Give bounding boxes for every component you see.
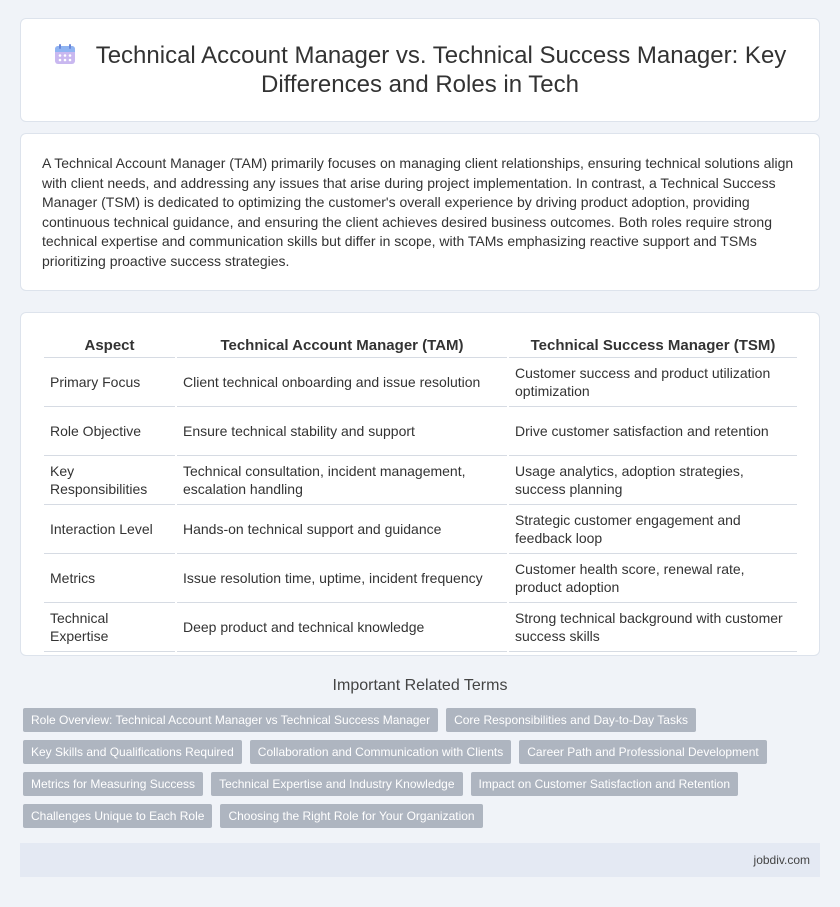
cell-tsm: Customer health score, renewal rate, product adoption <box>509 554 797 603</box>
footer-bar <box>20 843 820 877</box>
table-row <box>44 603 797 652</box>
header-aspect: Aspect <box>44 331 175 358</box>
page-title <box>51 41 789 99</box>
table-header-row <box>44 331 797 358</box>
table-row <box>44 407 797 456</box>
related-tag[interactable]: Career Path and Professional Development <box>519 740 766 764</box>
header-card <box>20 18 820 122</box>
cell-tsm: Strong technical background with customer success skills <box>509 603 797 652</box>
cell-aspect: Interaction Level <box>44 505 175 554</box>
page-title-text: Technical Account Manager vs. Technical Success Manager: Key Differences and Roles in Tech <box>95 42 787 98</box>
related-tags <box>23 708 803 828</box>
related-tag[interactable]: Core Responsibilities and Day-to-Day Tasks <box>446 708 696 732</box>
table-row <box>44 358 797 407</box>
related-tag[interactable]: Metrics for Measuring Success <box>23 772 203 796</box>
intro-card <box>20 133 820 291</box>
header-inner <box>21 19 819 121</box>
related-tag[interactable]: Key Skills and Qualifications Required <box>23 740 242 764</box>
cell-aspect: Role Objective <box>44 407 175 456</box>
related-tag[interactable]: Impact on Customer Satisfaction and Retention <box>471 772 738 796</box>
table-row <box>44 456 797 505</box>
related-tag[interactable]: Technical Expertise and Industry Knowledge <box>211 772 462 796</box>
cell-tam: Deep product and technical knowledge <box>177 603 507 652</box>
related-tag[interactable]: Choosing the Right Role for Your Organization <box>220 804 482 828</box>
header-tam: Technical Account Manager (TAM) <box>177 331 507 358</box>
cell-aspect: Metrics <box>44 554 175 603</box>
table-row <box>44 554 797 603</box>
cell-tsm: Usage analytics, adoption strategies, success planning <box>509 456 797 505</box>
cell-aspect: Technical Expertise <box>44 603 175 652</box>
related-terms-title: Important Related Terms <box>332 677 508 694</box>
cell-aspect: Primary Focus <box>44 358 175 407</box>
footer-site-link[interactable]: jobdiv.com <box>753 853 810 867</box>
intro-paragraph: A Technical Account Manager (TAM) primarily focuses on managing client relationships, ensuring technical solutions align with client needs, and addressing any issues that arise during project implementation. In contrast, a Technical Success Manager (TSM) is dedicated to optimizing the customer's overall experience by driving product adoption, providing continuous technical guidance, and ensuring the client achieves desired business outcomes. Both roles require strong technical expertise and communication skills but differ in scope, with TAMs emphasizing reactive support and TSMs prioritizing proactive success strategies. <box>42 155 794 269</box>
cell-aspect: Key Responsibilities <box>44 456 175 505</box>
cell-tam: Hands-on technical support and guidance <box>177 505 507 554</box>
cell-tsm: Drive customer satisfaction and retention <box>509 407 797 456</box>
related-tag[interactable]: Collaboration and Communication with Clients <box>250 740 511 764</box>
cell-tam: Issue resolution time, uptime, incident frequency <box>177 554 507 603</box>
cell-tsm: Strategic customer engagement and feedback loop <box>509 505 797 554</box>
comparison-card <box>20 312 820 656</box>
cell-tam: Technical consultation, incident management, escalation handling <box>177 456 507 505</box>
calendar-icon <box>54 43 76 65</box>
header-tsm: Technical Success Manager (TSM) <box>509 331 797 358</box>
cell-tam: Client technical onboarding and issue resolution <box>177 358 507 407</box>
cell-tsm: Customer success and product utilization optimization <box>509 358 797 407</box>
cell-tam: Ensure technical stability and support <box>177 407 507 456</box>
comparison-table <box>42 331 799 652</box>
related-tag[interactable]: Role Overview: Technical Account Manager vs Technical Success Manager <box>23 708 438 732</box>
related-tag[interactable]: Challenges Unique to Each Role <box>23 804 212 828</box>
table-row <box>44 505 797 554</box>
